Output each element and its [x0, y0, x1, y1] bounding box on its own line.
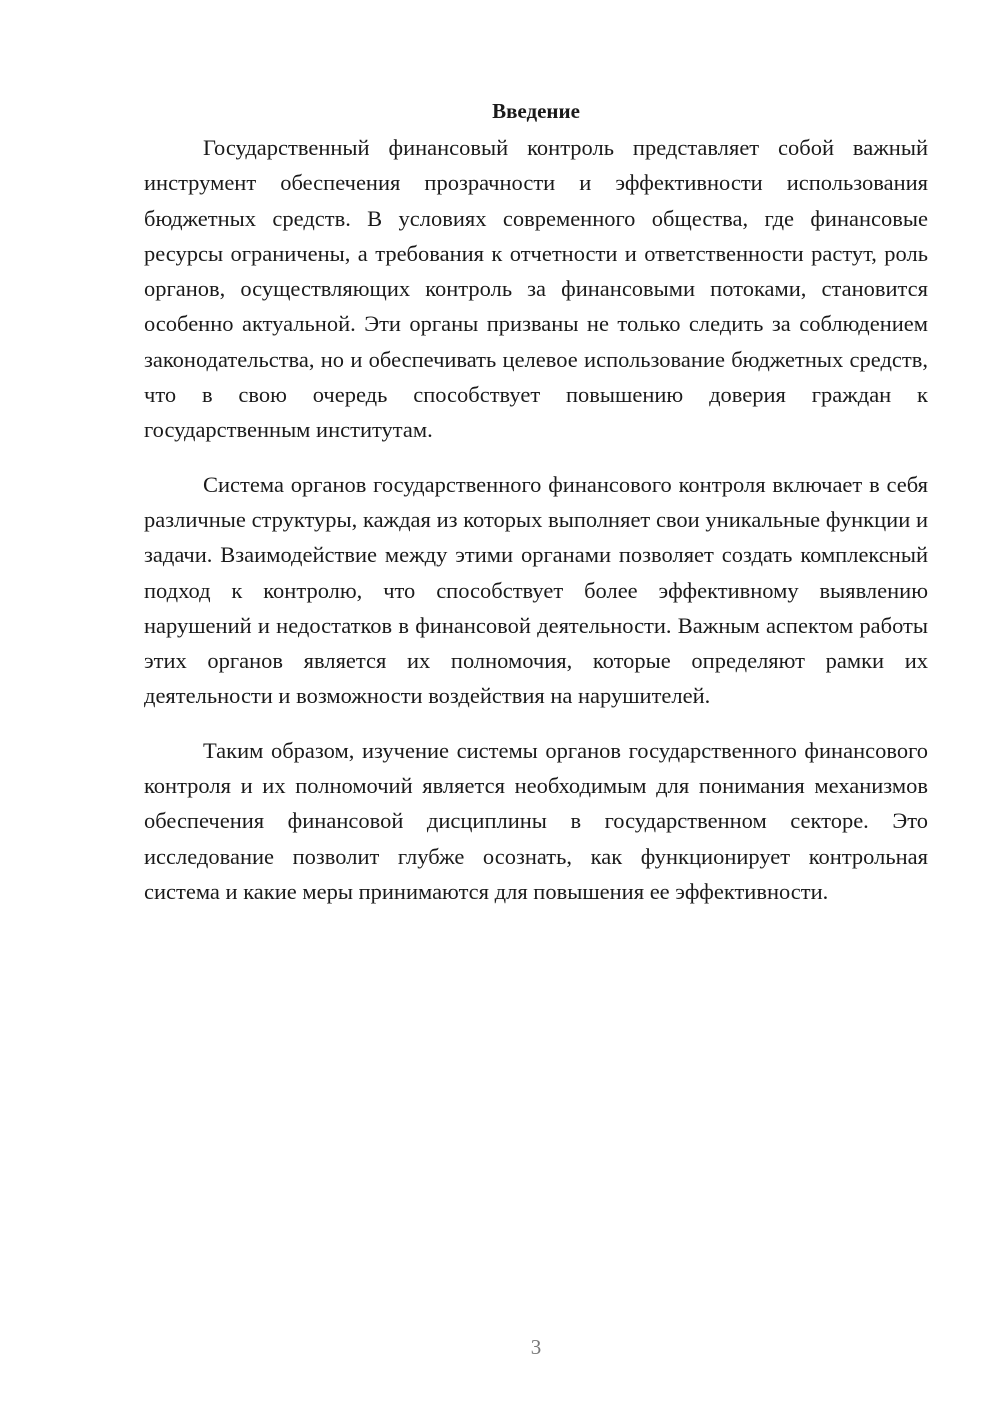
- section-title: Введение: [492, 99, 580, 123]
- paragraph-3: Таким образом, изучение системы органов государственного финансового контроля и их полномочий является необходимым для понимания механизмов обеспечения финансовой дисциплины в государственном секторе. Это исследование позволит глубже осознать, как функционирует контрольная система и какие меры принимаются для повышения ее эффективности.: [144, 737, 928, 904]
- page-number: 3: [530, 1335, 542, 1359]
- paragraph-2: Система органов государственного финансового контроля включает в себя различные структуры, каждая из которых выполняет свои уникальные функции и задачи. Взаимодействие между этими органами позволяет создать комплексный подход к контролю, что способствует более эффективному выявлению нарушений и недостатков в финансовой деятельности. Важным аспектом работы этих органов является их полномочия, которые определяют рамки их деятельности и возможности воздействия на нарушителей.: [144, 471, 928, 709]
- paragraph-1: Государственный финансовый контроль представляет собой важный инструмент обеспечения прозрачности и эффективности использования бюджетных средств. В условиях современного общества, где финансовые ресурсы ограничены, а требования к отчетности и ответственности растут, роль органов, осуществляющих контроль за финансовыми потоками, становится особенно актуальной. Эти органы призваны не только следить за соблюдением законодательства, но и обеспечивать целевое использование бюджетных средств, что в свою очередь способствует повышению доверия граждан к государственным институтам.: [144, 135, 928, 443]
- page-content: [144, 96, 928, 909]
